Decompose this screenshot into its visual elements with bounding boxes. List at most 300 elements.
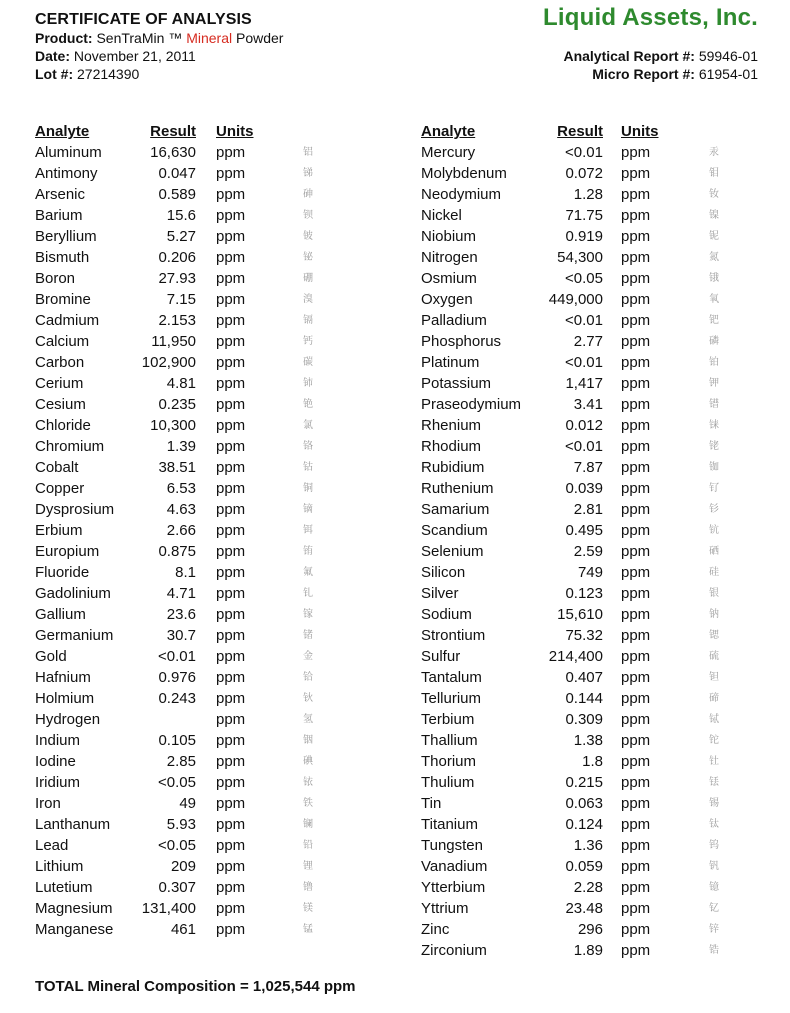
chinese-element-glyph: 铊 [709,735,719,746]
analyte-result: 0.243 [158,690,196,707]
analyte-units: ppm [621,837,651,854]
analyte-result: 15.6 [166,207,196,224]
column-header-analyte: Analyte [421,123,476,140]
analyte-name: Germanium [35,627,114,644]
analyte-units: ppm [621,690,651,707]
table-header-row [35,121,335,142]
analyte-units: ppm [621,753,651,770]
analyte-result: 449,000 [548,291,603,308]
table-row [35,289,335,310]
analyte-result: 0.307 [158,879,196,896]
analyte-name: Tantalum [421,669,482,686]
chinese-element-glyph: 镓 [303,609,313,620]
chinese-element-glyph: 碳 [303,357,313,368]
analyte-units: ppm [621,333,651,350]
table-row [421,352,721,373]
chinese-element-glyph: 铟 [303,735,313,746]
table-row [421,751,721,772]
analyte-name: Iodine [35,753,76,770]
analyte-name: Thallium [421,732,478,749]
chinese-element-glyph: 硼 [303,273,313,284]
analyte-name: Neodymium [421,186,502,203]
analyte-units: ppm [216,774,246,791]
analyte-result: 1.28 [573,186,603,203]
analyte-units: ppm [621,564,651,581]
table-row [35,268,335,289]
chinese-element-glyph: 钍 [709,756,719,767]
analyte-units: ppm [621,543,651,560]
analyte-result: 0.105 [158,732,196,749]
analyte-name: Nickel [421,207,462,224]
analyte-units: ppm [621,207,651,224]
lot-line [35,65,283,83]
analyte-result: 0.144 [565,690,603,707]
analyte-units: ppm [621,900,651,917]
table-row [35,856,335,877]
analyte-units: ppm [216,396,246,413]
analyte-name: Samarium [421,501,490,518]
table-row [421,562,721,583]
analyte-units: ppm [216,711,246,728]
table-row [421,646,721,667]
chinese-element-glyph: 钪 [709,525,719,536]
table-row [421,247,721,268]
analyte-result: 0.589 [158,186,196,203]
chinese-element-glyph: 镥 [303,882,313,893]
analyte-units: ppm [216,648,246,665]
analyte-name: Bromine [35,291,91,308]
table-row [35,688,335,709]
table-row [421,625,721,646]
analyte-name: Erbium [35,522,83,539]
chinese-element-glyph: 镧 [303,819,313,830]
analyte-name: Sodium [421,606,472,623]
chinese-element-glyph: 锡 [709,798,719,809]
analyte-units: ppm [621,774,651,791]
product-name-pre: SenTraMin ™ [96,30,183,46]
analyte-name: Europium [35,543,100,560]
table-row [421,331,721,352]
table-row [421,520,721,541]
analyte-result: 23.6 [166,606,196,623]
analyte-units: ppm [621,627,651,644]
analyte-result: <0.01 [565,144,603,161]
analyte-result: 4.71 [166,585,196,602]
table-row [421,772,721,793]
analyte-result: 38.51 [158,459,196,476]
analyte-units: ppm [621,669,651,686]
analyte-name: Chloride [35,417,91,434]
analyte-units: ppm [216,459,246,476]
analyte-units: ppm [621,795,651,812]
analyte-result: 8.1 [175,564,196,581]
table-row [421,394,721,415]
analyte-result: 0.215 [565,774,603,791]
analyte-result: 0.124 [565,816,603,833]
analyte-name: Holmium [35,690,95,707]
table-row [35,709,335,730]
analyte-units: ppm [621,522,651,539]
analyte-name: Cobalt [35,459,79,476]
chinese-element-glyph: 钇 [709,903,719,914]
analyte-units: ppm [216,585,246,602]
analyte-result: 2.28 [573,879,603,896]
analyte-units: ppm [621,606,651,623]
table-row [421,142,721,163]
analyte-name: Vanadium [421,858,488,875]
analyte-name: Chromium [35,438,105,455]
chinese-element-glyph: 镉 [303,315,313,326]
table-row [35,919,335,940]
chinese-element-glyph: 铍 [303,231,313,242]
certificate-header [35,10,283,83]
chinese-element-glyph: 锗 [303,630,313,641]
micro-report-value: 61954-01 [698,66,758,82]
analyte-units: ppm [216,753,246,770]
chinese-element-glyph: 铝 [303,147,313,158]
analyte-result: 749 [577,564,603,581]
certificate-title: CERTIFICATE OF ANALYSIS [35,11,252,28]
analyte-name: Boron [35,270,76,287]
analyte-name: Iridium [35,774,81,791]
chinese-element-glyph: 硫 [709,651,719,662]
analyte-result: 0.309 [565,711,603,728]
table-row [421,184,721,205]
analyte-result: 461 [170,921,196,938]
analyte-result: 2.85 [166,753,196,770]
micro-report-line [563,65,758,83]
analyte-name: Lead [35,837,69,854]
analyte-name: Silver [421,585,459,602]
chinese-element-glyph: 铌 [709,231,719,242]
analyte-result: 30.7 [166,627,196,644]
table-row [35,415,335,436]
table-row [421,835,721,856]
analyte-name: Carbon [35,354,85,371]
analyte-units: ppm [621,711,651,728]
analyte-units: ppm [216,690,246,707]
table-row [421,289,721,310]
analytical-report-value: 59946-01 [698,48,758,64]
analyte-name: Hafnium [35,669,91,686]
analyte-units: ppm [621,228,651,245]
table-row [35,772,335,793]
analyte-units: ppm [216,354,246,371]
analyte-result: 0.012 [565,417,603,434]
analyte-table-left [35,121,335,940]
table-row [421,436,721,457]
chinese-element-glyph: 氮 [709,252,719,263]
analyte-result: <0.05 [158,774,196,791]
table-row [421,583,721,604]
analyte-result: 11,950 [151,333,196,350]
analyte-name: Scandium [421,522,488,539]
table-row [35,793,335,814]
table-row [421,457,721,478]
analyte-result: 0.123 [565,585,603,602]
date-label: Date: [35,48,71,64]
analyte-result: 23.48 [565,900,603,917]
analyte-units: ppm [621,312,651,329]
analyte-result: 4.81 [166,375,196,392]
analyte-name: Lutetium [35,879,93,896]
analyte-units: ppm [621,648,651,665]
analyte-name: Bismuth [35,249,90,266]
product-name-post: Powder [235,30,284,46]
analyte-name: Fluoride [35,564,90,581]
table-row [35,331,335,352]
analyte-units: ppm [621,375,651,392]
analyte-result: 0.206 [158,249,196,266]
table-row [421,688,721,709]
analyte-name: Phosphorus [421,333,502,350]
chinese-element-glyph: 氧 [709,294,719,305]
chinese-element-glyph: 铯 [303,399,313,410]
chinese-element-glyph: 铼 [709,420,719,431]
table-row [35,394,335,415]
table-row [35,163,335,184]
chinese-element-glyph: 锇 [709,273,719,284]
analyte-name: Iron [35,795,61,812]
analyte-name: Rhenium [421,417,482,434]
analyte-units: ppm [621,417,651,434]
analyte-result: 71.75 [565,207,603,224]
column-header-analyte: Analyte [35,123,90,140]
chinese-element-glyph: 砷 [303,189,313,200]
analyte-units: ppm [621,585,651,602]
analyte-units: ppm [621,354,651,371]
analyte-units: ppm [216,375,246,392]
table-row [35,562,335,583]
analyte-name: Gadolinium [35,585,111,602]
analyte-result: 7.15 [166,291,196,308]
chinese-element-glyph: 磷 [709,336,719,347]
total-composition: TOTAL Mineral Composition = 1,025,544 ppm [35,978,356,995]
chinese-element-glyph: 钕 [709,189,719,200]
analyte-name: Zirconium [421,942,487,959]
chinese-element-glyph: 铱 [303,777,313,788]
report-numbers [563,47,758,83]
table-row [421,415,721,436]
analyte-name: Magnesium [35,900,113,917]
analyte-name: Antimony [35,165,98,182]
chinese-element-glyph: 铬 [303,441,313,452]
analyte-name: Strontium [421,627,486,644]
analyte-result: 2.59 [573,543,603,560]
chinese-element-glyph: 锌 [709,924,719,935]
analyte-result: 0.039 [565,480,603,497]
table-row [35,142,335,163]
analyte-name: Selenium [421,543,484,560]
table-row [35,667,335,688]
analyte-name: Mercury [421,144,476,161]
chinese-element-glyph: 钠 [709,609,719,620]
analyte-result: <0.05 [158,837,196,854]
brand-name: Liquid Assets, Inc. [543,4,758,31]
analyte-result: 2.66 [166,522,196,539]
table-row [421,814,721,835]
table-row [35,814,335,835]
table-row [421,205,721,226]
analyte-name: Molybdenum [421,165,507,182]
chinese-element-glyph: 硅 [709,567,719,578]
analyte-name: Niobium [421,228,477,245]
table-row [35,310,335,331]
table-row [421,856,721,877]
chinese-element-glyph: 锑 [303,168,313,179]
product-label: Product: [35,30,93,46]
analyte-name: Gold [35,648,67,665]
analyte-result: 0.919 [565,228,603,245]
chinese-element-glyph: 钼 [709,168,719,179]
analyte-name: Lanthanum [35,816,111,833]
table-row [35,604,335,625]
analyte-result: 10,300 [150,417,196,434]
analyte-name: Arsenic [35,186,86,203]
analyte-result: 0.072 [565,165,603,182]
analyte-name: Sulfur [421,648,461,665]
table-row [421,268,721,289]
analyte-name: Gallium [35,606,86,623]
analyte-units: ppm [216,501,246,518]
chinese-element-glyph: 铂 [709,357,719,368]
analyte-result: 0.495 [565,522,603,539]
chinese-element-glyph: 钆 [303,588,313,599]
table-row [35,373,335,394]
analyte-result: 2.77 [573,333,603,350]
analyte-name: Praseodymium [421,396,522,413]
table-row [421,730,721,751]
chinese-element-glyph: 钛 [709,819,719,830]
table-row [35,877,335,898]
chinese-element-glyph: 铽 [709,714,719,725]
table-row [35,205,335,226]
chinese-element-glyph: 镨 [709,399,719,410]
analyte-name: Calcium [35,333,90,350]
analyte-result: 102,900 [141,354,196,371]
column-header-units: Units [621,123,659,140]
analyte-units: ppm [216,543,246,560]
chinese-element-glyph: 氟 [303,567,313,578]
chinese-element-glyph: 碘 [303,756,313,767]
table-row [35,898,335,919]
analyte-result: 1.36 [573,837,603,854]
analyte-name: Barium [35,207,83,224]
analyte-units: ppm [216,900,246,917]
analyte-units: ppm [216,480,246,497]
chinese-element-glyph: 钯 [709,315,719,326]
analyte-result: 15,610 [557,606,603,623]
date-value: November 21, 2011 [73,48,196,64]
chinese-element-glyph: 镱 [709,882,719,893]
chinese-element-glyph: 铕 [303,546,313,557]
chinese-element-glyph: 铪 [303,672,313,683]
analyte-units: ppm [216,522,246,539]
analyte-result: 3.41 [573,396,603,413]
chinese-element-glyph: 铥 [709,777,719,788]
table-row [35,730,335,751]
table-row [421,226,721,247]
analyte-name: Tellurium [421,690,482,707]
chinese-element-glyph: 锰 [303,924,313,935]
chinese-element-glyph: 锶 [709,630,719,641]
analyte-result: 49 [179,795,196,812]
chinese-element-glyph: 氯 [303,420,313,431]
analyte-units: ppm [621,816,651,833]
table-row [35,478,335,499]
analyte-name: Palladium [421,312,487,329]
analyte-units: ppm [216,921,246,938]
analyte-result: <0.01 [565,438,603,455]
analyte-result: 4.63 [166,501,196,518]
chinese-element-glyph: 钌 [709,483,719,494]
chinese-element-glyph: 镁 [303,903,313,914]
analyte-result: 27.93 [158,270,196,287]
analyte-units: ppm [621,438,651,455]
chinese-element-glyph: 氢 [303,714,313,725]
analyte-name: Platinum [421,354,480,371]
analyte-units: ppm [216,438,246,455]
analyte-units: ppm [621,921,651,938]
analyte-units: ppm [621,732,651,749]
analyte-name: Indium [35,732,81,749]
analyte-units: ppm [216,291,246,308]
analyte-result: 0.063 [565,795,603,812]
table-row [35,625,335,646]
analyte-result: 2.81 [573,501,603,518]
analyte-name: Terbium [421,711,475,728]
analyte-units: ppm [216,627,246,644]
analyte-result: 131,400 [141,900,196,917]
chinese-element-glyph: 溴 [303,294,313,305]
analyte-name: Thorium [421,753,477,770]
analyte-units: ppm [216,564,246,581]
table-row [35,247,335,268]
analyte-units: ppm [216,837,246,854]
table-row [421,898,721,919]
table-row [35,352,335,373]
analyte-units: ppm [621,858,651,875]
chinese-element-glyph: 镝 [303,504,313,515]
analytical-report-label: Analytical Report #: [563,48,695,64]
analyte-units: ppm [621,165,651,182]
date-line [35,47,283,65]
column-header-result: Result [557,123,603,140]
analyte-result: <0.01 [565,354,603,371]
analyte-result: 6.53 [166,480,196,497]
analyte-name: Silicon [421,564,466,581]
analyte-result: 1.8 [582,753,603,770]
analyte-units: ppm [216,669,246,686]
analyte-name: Tungsten [421,837,483,854]
chinese-element-glyph: 钨 [709,840,719,851]
analyte-units: ppm [216,732,246,749]
chinese-element-glyph: 铑 [709,441,719,452]
analyte-name: Rhodium [421,438,482,455]
table-row [35,499,335,520]
analyte-result: 214,400 [548,648,603,665]
analyte-name: Rubidium [421,459,485,476]
analyte-result: <0.05 [565,270,603,287]
analyte-result: 7.87 [573,459,603,476]
analyte-result: 1.39 [166,438,196,455]
chinese-element-glyph: 钡 [303,210,313,221]
lot-value: 27214390 [77,66,140,82]
analyte-name: Ytterbium [421,879,486,896]
analyte-name: Lithium [35,858,84,875]
analyte-result: 0.235 [158,396,196,413]
analyte-units: ppm [216,816,246,833]
